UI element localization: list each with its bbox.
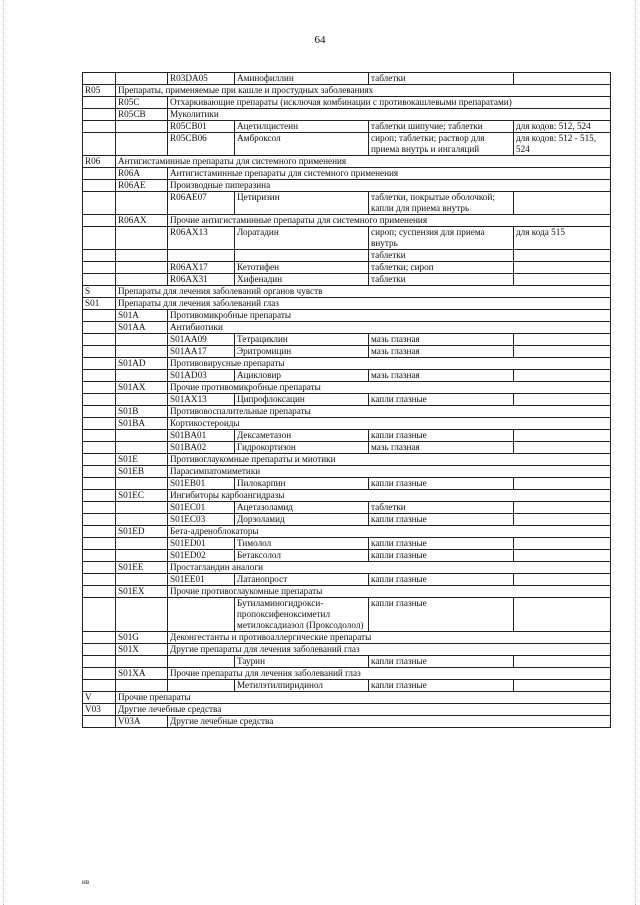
note-cell	[514, 346, 611, 358]
code-l1-cell	[83, 538, 116, 550]
code-l2-cell: S01EB	[116, 466, 168, 478]
table-row	[83, 644, 611, 656]
table-row	[83, 526, 611, 538]
code-l2-cell: S01AA	[116, 322, 168, 334]
note-cell	[514, 192, 611, 215]
dosage-form-cell: капли глазные	[369, 656, 514, 668]
atc-code-cell: S01BA02	[168, 442, 235, 454]
note-cell	[514, 250, 611, 262]
table-body	[83, 73, 611, 728]
dosage-form-cell: капли глазные	[369, 538, 514, 550]
code-l2-cell	[116, 370, 168, 382]
code-l2-cell	[116, 514, 168, 526]
code-l1-cell	[83, 550, 116, 562]
group-title-cell: Противовирусные препараты	[168, 358, 611, 370]
code-l2-cell: S01EE	[116, 562, 168, 574]
note-cell	[514, 442, 611, 454]
atc-code-cell	[168, 656, 235, 668]
atc-code-cell: S01EE01	[168, 574, 235, 586]
dosage-form-cell: сироп; таблетки; раствор для приема внутрь и ингаляций	[369, 133, 514, 156]
code-l1-cell	[83, 322, 116, 334]
group-title-cell: Прочие противомикробные препараты	[168, 382, 611, 394]
code-l1-cell	[83, 250, 116, 262]
code-l2-cell	[116, 598, 168, 632]
code-l1-cell	[83, 121, 116, 133]
code-l1-cell: V	[83, 692, 116, 704]
dosage-form-cell: мазь глазная	[369, 346, 514, 358]
atc-code-cell: S01BA01	[168, 430, 235, 442]
group-title-cell: Прочие препараты для лечения заболеваний глаз	[168, 668, 611, 680]
note-cell	[514, 502, 611, 514]
note-cell	[514, 680, 611, 692]
table-row	[83, 133, 611, 156]
group-title-cell: Простагландин аналоги	[168, 562, 611, 574]
dosage-form-cell: капли глазные	[369, 574, 514, 586]
drug-name-cell: Амброксол	[235, 133, 369, 156]
dosage-form-cell: мазь глазная	[369, 442, 514, 454]
dosage-form-cell: мазь глазная	[369, 334, 514, 346]
code-l2-cell: S01EX	[116, 586, 168, 598]
code-l2-cell	[116, 538, 168, 550]
note-cell	[514, 550, 611, 562]
code-l2-cell	[116, 346, 168, 358]
dosage-form-cell: капли глазные	[369, 550, 514, 562]
note-cell	[514, 598, 611, 632]
code-l1-cell	[83, 490, 116, 502]
drug-name-cell: Ацетазоламид	[235, 502, 369, 514]
drug-name-cell: Тетрациклин	[235, 334, 369, 346]
code-l1-cell	[83, 680, 116, 692]
table-row	[83, 632, 611, 644]
scan-edge-left	[3, 0, 5, 905]
code-l2-cell: R05CB	[116, 109, 168, 121]
code-l1-cell	[83, 454, 116, 466]
code-l2-cell	[116, 574, 168, 586]
drug-name-cell	[235, 250, 369, 262]
drug-name-cell: Дексаметазон	[235, 430, 369, 442]
table-row	[83, 109, 611, 121]
note-cell: для кодов: 512, 524	[514, 121, 611, 133]
code-l1-cell	[83, 466, 116, 478]
code-l1-cell	[83, 382, 116, 394]
group-title-cell: Антигистаминные препараты для системного применения	[116, 156, 611, 168]
note-cell	[514, 430, 611, 442]
note-cell	[514, 514, 611, 526]
group-title-cell: Прочие препараты	[116, 692, 611, 704]
table-row	[83, 586, 611, 598]
group-title-cell: Другие препараты для лечения заболеваний глаз	[168, 644, 611, 656]
group-title-cell: Бета-адреноблокаторы	[168, 526, 611, 538]
code-l1-cell	[83, 526, 116, 538]
code-l1-cell	[83, 192, 116, 215]
group-title-cell: Прочие противоглаукомные препараты	[168, 586, 611, 598]
code-l1-cell	[83, 574, 116, 586]
drug-table	[82, 72, 611, 728]
code-l2-cell: R06AX	[116, 215, 168, 227]
dosage-form-cell: капли глазные	[369, 478, 514, 490]
table-row	[83, 430, 611, 442]
drug-name-cell: Ципрофлоксацин	[235, 394, 369, 406]
code-l1-cell	[83, 562, 116, 574]
atc-code-cell: R06AX31	[168, 274, 235, 286]
table-row	[83, 382, 611, 394]
drug-name-cell: Тимолол	[235, 538, 369, 550]
table-row	[83, 656, 611, 668]
table-row	[83, 250, 611, 262]
note-cell	[514, 574, 611, 586]
drug-name-cell: Ацикловир	[235, 370, 369, 382]
code-l1-cell	[83, 430, 116, 442]
dosage-form-cell: таблетки; сироп	[369, 262, 514, 274]
table-row	[83, 466, 611, 478]
table-row	[83, 215, 611, 227]
code-l1-cell	[83, 109, 116, 121]
code-l1-cell	[83, 644, 116, 656]
table-row	[83, 168, 611, 180]
scan-edge-right	[635, 0, 637, 905]
table-row	[83, 121, 611, 133]
atc-code-cell: S01ED02	[168, 550, 235, 562]
table-row	[83, 598, 611, 632]
atc-code-cell: S01AA17	[168, 346, 235, 358]
table-row	[83, 358, 611, 370]
code-l2-cell: S01AX	[116, 382, 168, 394]
code-l2-cell: R06AE	[116, 180, 168, 192]
code-l2-cell: S01AD	[116, 358, 168, 370]
table-row	[83, 394, 611, 406]
code-l2-cell	[116, 442, 168, 454]
table-row	[83, 442, 611, 454]
code-l2-cell	[116, 227, 168, 250]
code-l1-cell: S	[83, 286, 116, 298]
code-l1-cell	[83, 716, 116, 728]
dosage-form-cell: таблетки	[369, 73, 514, 85]
note-cell	[514, 73, 611, 85]
table-row	[83, 704, 611, 716]
table-row	[83, 454, 611, 466]
table-row	[83, 680, 611, 692]
table-row	[83, 716, 611, 728]
dosage-form-cell: таблетки	[369, 274, 514, 286]
code-l2-cell	[116, 262, 168, 274]
drug-name-cell: Лоратадин	[235, 227, 369, 250]
dosage-form-cell: капли глазные	[369, 430, 514, 442]
table-row	[83, 502, 611, 514]
code-l2-cell: S01G	[116, 632, 168, 644]
dosage-form-cell: капли глазные	[369, 514, 514, 526]
note-cell	[514, 262, 611, 274]
dosage-form-cell: мазь глазная	[369, 370, 514, 382]
code-l2-cell	[116, 478, 168, 490]
group-title-cell: Антигистаминные препараты для системного применения	[168, 168, 611, 180]
code-l2-cell	[116, 192, 168, 215]
code-l1-cell	[83, 227, 116, 250]
code-l2-cell	[116, 121, 168, 133]
table-row	[83, 156, 611, 168]
code-l1-cell	[83, 215, 116, 227]
code-l2-cell: S01BA	[116, 418, 168, 430]
drug-name-cell: Метилэтилпиридинол	[235, 680, 369, 692]
code-l1-cell	[83, 514, 116, 526]
table-row	[83, 406, 611, 418]
dosage-form-cell: таблетки, покрытые оболочкой; капли для приема внутрь	[369, 192, 514, 215]
atc-code-cell: S01EB01	[168, 478, 235, 490]
table-row	[83, 286, 611, 298]
note-cell	[514, 478, 611, 490]
drug-name-cell: Дорзоламид	[235, 514, 369, 526]
code-l2-cell: S01E	[116, 454, 168, 466]
code-l2-cell: S01ED	[116, 526, 168, 538]
table-row	[83, 668, 611, 680]
dosage-form-cell: капли глазные	[369, 394, 514, 406]
dosage-form-cell: таблетки шипучие; таблетки	[369, 121, 514, 133]
table-row	[83, 562, 611, 574]
code-l1-cell	[83, 394, 116, 406]
atc-code-cell: S01EC01	[168, 502, 235, 514]
table-row	[83, 370, 611, 382]
dosage-form-cell: таблетки	[369, 502, 514, 514]
drug-name-cell: Пилокарпин	[235, 478, 369, 490]
code-l1-cell	[83, 262, 116, 274]
group-title-cell: Противовоспалительные препараты	[168, 406, 611, 418]
group-title-cell: Препараты для лечения заболеваний органов чувств	[116, 286, 611, 298]
drug-name-cell: Аминофиллин	[235, 73, 369, 85]
atc-code-cell: S01AA09	[168, 334, 235, 346]
atc-code-cell	[168, 250, 235, 262]
table-row	[83, 262, 611, 274]
code-l1-cell	[83, 168, 116, 180]
code-l1-cell	[83, 406, 116, 418]
drug-name-cell: Таурин	[235, 656, 369, 668]
code-l2-cell: R05C	[116, 97, 168, 109]
drug-name-cell: Цетиризин	[235, 192, 369, 215]
group-title-cell: Производные пиперазина	[168, 180, 611, 192]
table-row	[83, 298, 611, 310]
table-row	[83, 274, 611, 286]
table-row	[83, 334, 611, 346]
group-title-cell: Прочие антигистаминные препараты для системного применения	[168, 215, 611, 227]
table-row	[83, 514, 611, 526]
atc-code-cell: S01AD03	[168, 370, 235, 382]
group-title-cell: Другие лечебные средства	[116, 704, 611, 716]
code-l2-cell: S01EC	[116, 490, 168, 502]
dosage-form-cell: капли глазные	[369, 598, 514, 632]
group-title-cell: Парасимпатомиметики	[168, 466, 611, 478]
note-cell	[514, 274, 611, 286]
code-l2-cell: S01B	[116, 406, 168, 418]
note-cell	[514, 370, 611, 382]
drug-name-cell: Хифенадин	[235, 274, 369, 286]
code-l1-cell: V03	[83, 704, 116, 716]
group-title-cell: Другие лечебные средства	[168, 716, 611, 728]
code-l1-cell: R05	[83, 85, 116, 97]
note-cell	[514, 334, 611, 346]
drug-name-cell: Ацетилцистеин	[235, 121, 369, 133]
table-row	[83, 192, 611, 215]
table-row	[83, 574, 611, 586]
table-row	[83, 550, 611, 562]
atc-code-cell: S01AX13	[168, 394, 235, 406]
code-l1-cell	[83, 632, 116, 644]
note-cell: для кода 515	[514, 227, 611, 250]
code-l1-cell	[83, 656, 116, 668]
group-title-cell: Противоглаукомные препараты и миотики	[168, 454, 611, 466]
drug-name-cell: Кетотифен	[235, 262, 369, 274]
code-l1-cell	[83, 358, 116, 370]
code-l1-cell	[83, 274, 116, 286]
page-number: 64	[314, 34, 326, 46]
table-row	[83, 478, 611, 490]
note-cell	[514, 656, 611, 668]
code-l2-cell	[116, 656, 168, 668]
group-title-cell: Препараты, применяемые при кашле и простудных заболеваниях	[116, 85, 611, 97]
atc-code-cell: S01ED01	[168, 538, 235, 550]
code-l1-cell	[83, 418, 116, 430]
code-l2-cell	[116, 250, 168, 262]
note-cell: для кодов: 512 - 515, 524	[514, 133, 611, 156]
group-title-cell: Кортикостероиды	[168, 418, 611, 430]
table-row	[83, 346, 611, 358]
code-l1-cell	[83, 370, 116, 382]
table-row	[83, 180, 611, 192]
atc-code-cell: S01EC03	[168, 514, 235, 526]
group-title-cell: Препараты для лечения заболеваний глаз	[116, 298, 611, 310]
code-l1-cell	[83, 598, 116, 632]
table-row	[83, 418, 611, 430]
footer-mark: нв	[82, 878, 90, 886]
code-l2-cell: S01A	[116, 310, 168, 322]
code-l1-cell	[83, 502, 116, 514]
table-row	[83, 227, 611, 250]
dosage-form-cell: сироп; суспензия для приема внутрь	[369, 227, 514, 250]
code-l2-cell	[116, 334, 168, 346]
code-l1-cell	[83, 668, 116, 680]
table-row	[83, 85, 611, 97]
atc-code-cell: R05CB06	[168, 133, 235, 156]
code-l2-cell: R06A	[116, 168, 168, 180]
code-l2-cell	[116, 502, 168, 514]
group-title-cell: Деконгестанты и противоаллергические препараты	[168, 632, 611, 644]
code-l1-cell	[83, 442, 116, 454]
code-l2-cell	[116, 550, 168, 562]
table-row	[83, 310, 611, 322]
code-l1-cell	[83, 133, 116, 156]
table-row	[83, 73, 611, 85]
group-title-cell: Муколитики	[168, 109, 611, 121]
group-title-cell: Антибиотики	[168, 322, 611, 334]
drug-name-cell: Бетаксолол	[235, 550, 369, 562]
atc-code-cell: R05CB01	[168, 121, 235, 133]
group-title-cell: Ингибиторы карбоангидразы	[168, 490, 611, 502]
atc-code-cell: R06AX17	[168, 262, 235, 274]
code-l2-cell: S01XA	[116, 668, 168, 680]
code-l1-cell	[83, 180, 116, 192]
code-l2-cell	[116, 394, 168, 406]
code-l1-cell: R06	[83, 156, 116, 168]
group-title-cell: Противомикробные препараты	[168, 310, 611, 322]
code-l1-cell: S01	[83, 298, 116, 310]
table-row	[83, 97, 611, 109]
code-l1-cell	[83, 334, 116, 346]
table-row	[83, 322, 611, 334]
drug-name-cell: Латанопрост	[235, 574, 369, 586]
code-l1-cell	[83, 97, 116, 109]
code-l2-cell	[116, 133, 168, 156]
dosage-form-cell: капли глазные	[369, 680, 514, 692]
atc-code-cell: R03DA05	[168, 73, 235, 85]
atc-code-cell	[168, 680, 235, 692]
note-cell	[514, 538, 611, 550]
note-cell	[514, 394, 611, 406]
atc-code-cell	[168, 598, 235, 632]
table-row	[83, 538, 611, 550]
code-l2-cell	[116, 430, 168, 442]
group-title-cell: Отхаркивающие препараты (исключая комбинации с противокашлевыми препаратами)	[168, 97, 611, 109]
code-l1-cell	[83, 73, 116, 85]
code-l2-cell	[116, 274, 168, 286]
table-row	[83, 692, 611, 704]
code-l1-cell	[83, 310, 116, 322]
code-l1-cell	[83, 586, 116, 598]
code-l2-cell	[116, 73, 168, 85]
drug-name-cell: Эритромицин	[235, 346, 369, 358]
code-l2-cell	[116, 680, 168, 692]
drug-name-cell: Гидрокортизон	[235, 442, 369, 454]
code-l2-cell: S01X	[116, 644, 168, 656]
dosage-form-cell: таблетки	[369, 250, 514, 262]
code-l1-cell	[83, 346, 116, 358]
atc-code-cell: R06AE07	[168, 192, 235, 215]
drug-name-cell: Бутиламиногидрокси-пропоксифеноксиметил метилоксадиазол (Проксодолол)	[235, 598, 369, 632]
table-row	[83, 490, 611, 502]
code-l2-cell: V03A	[116, 716, 168, 728]
code-l1-cell	[83, 478, 116, 490]
atc-code-cell: R06AX13	[168, 227, 235, 250]
